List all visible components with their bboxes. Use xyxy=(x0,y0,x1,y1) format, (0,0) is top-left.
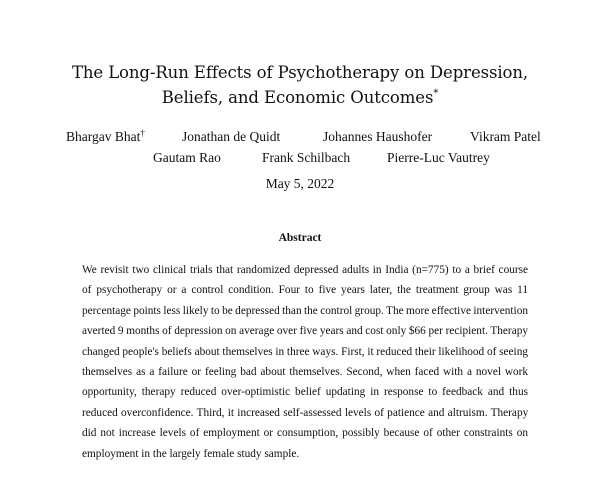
author-name: Bhargav Bhat xyxy=(66,129,141,144)
title-footnote-mark: * xyxy=(433,88,439,99)
author-name: Jonathan de Quidt xyxy=(182,129,281,144)
author-4 xyxy=(470,129,541,145)
author-name: Frank Schilbach xyxy=(262,150,351,165)
title-line-2-text: Beliefs, and Economic Outcomes xyxy=(161,88,434,107)
abstract-line: percentage points less likely to be depressed than the control group. The more effective intervention xyxy=(82,304,528,317)
abstract-line: of psychotherapy or a control condition. Four to five years later, the treatment group was 11 xyxy=(82,284,528,297)
author-6 xyxy=(262,150,350,166)
author-7 xyxy=(387,150,490,166)
author-2 xyxy=(182,129,280,145)
paper-date: May 5, 2022 xyxy=(265,176,335,191)
abstract-line: employment in the largely female study sample. xyxy=(82,447,300,460)
author-name: Johannes Haushofer xyxy=(323,129,433,144)
abstract-line: reduced overconfidence. Third, it increased self-assessed levels of patience and altruism. Therapy xyxy=(82,406,529,419)
author-name: Pierre-Luc Vautrey xyxy=(387,150,490,165)
title-line-1: The Long-Run Effects of Psychotherapy on Depression, xyxy=(71,63,529,82)
author-name: Gautam Rao xyxy=(153,150,221,165)
abstract-line: themselves as a failure or feeling bad about themselves. Second, when faced with a novel work xyxy=(82,366,529,379)
abstract-line: We revisit two clinical trials that randomized depressed adults in India (n=775) to a brief course xyxy=(82,264,529,276)
abstract-body xyxy=(82,260,528,464)
author-name: Vikram Patel xyxy=(470,129,541,144)
abstract-line: changed people's beliefs about themselves in three ways. First, it reduced their likelihood of seeing xyxy=(82,345,528,358)
author-footnote-mark: † xyxy=(140,128,145,138)
author-5 xyxy=(153,150,221,166)
abstract-line: did not increase levels of employment or consumption, possibly because of other constraints on xyxy=(82,427,528,440)
author-1 xyxy=(66,129,145,145)
abstract-line: opportunity, therapy reduced over-optimistic belief updating in response to feedback and thus xyxy=(82,386,528,399)
abstract-heading: Abstract xyxy=(278,232,322,244)
paper-title xyxy=(0,60,600,110)
title-line-2 xyxy=(0,85,600,110)
abstract-line: averted 9 months of depression on average over five years and cost only $66 per recipient. Therapy xyxy=(82,325,528,338)
author-3 xyxy=(323,129,432,145)
